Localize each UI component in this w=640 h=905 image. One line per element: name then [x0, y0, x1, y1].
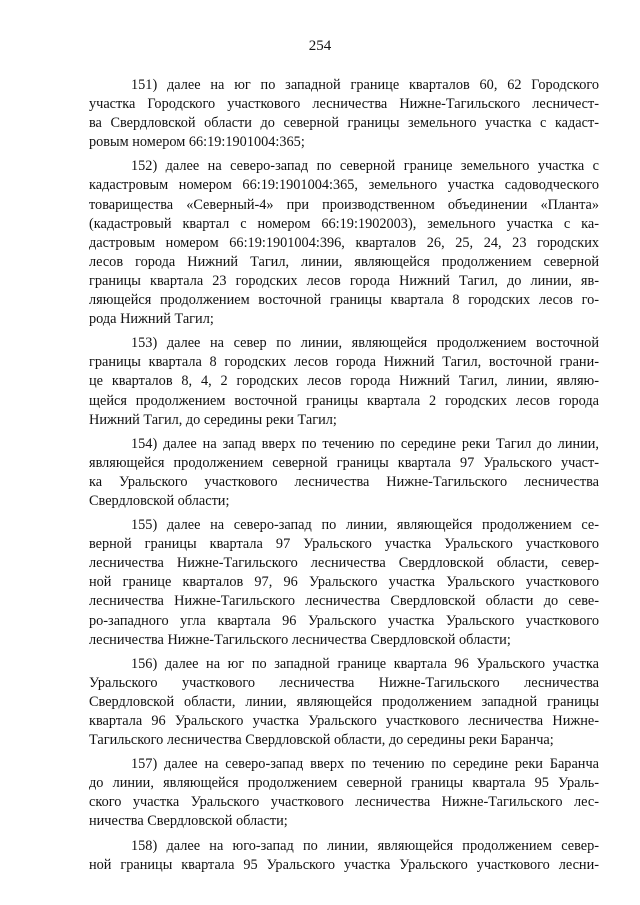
paragraph-line: товарищества «Северный-4» при производственном объединении «Планта»	[89, 196, 599, 213]
paragraph-line: (кадастровый квартал с номером 66:19:1902003), земельного участка с ка-	[89, 215, 599, 232]
paragraph-line: 158) далее на юго-запад по линии, являющейся продолжением север-	[131, 837, 599, 854]
paragraph-line: ского участка Уральского участкового лесничества Нижне-Тагильского лес-	[89, 794, 599, 811]
paragraph-line: ной границы квартала 95 Уральского участка Уральского участкового лесни-	[89, 856, 599, 873]
paragraph-line: 152) далее на северо-запад по северной границе земельного участка с	[131, 158, 599, 175]
paragraph-line: Тагильского лесничества Свердловской области, до середины реки Баранча;	[89, 732, 554, 749]
paragraph	[89, 516, 599, 650]
paragraph-line: Свердловской области;	[89, 492, 230, 509]
paragraph-line: 157) далее на северо-запад вверх по течению по середине реки Баранча	[131, 756, 599, 773]
paragraph-line: 151) далее на юг по западной границе кварталов 60, 62 Городского	[131, 77, 599, 93]
paragraph-line: до линии, являющейся продолжением северной границы квартала 95 Ураль-	[89, 775, 599, 792]
paragraph-line: 155) далее на северо-запад по линии, являющейся продолжением се-	[131, 517, 599, 534]
page-number: 254	[308, 38, 332, 54]
paragraph-line: Свердловской области, линии, являющейся продолжением западной границы	[89, 693, 599, 710]
paragraph-line: лесничества Нижне-Тагильского лесничества Свердловской области до севе-	[89, 593, 599, 610]
paragraph-line: це кварталов 8, 4, 2 городских лесов города Нижний Тагил, линии, являю-	[89, 373, 599, 390]
paragraph-line: ва Свердловской области до северной границы земельного участка с кадаст-	[89, 115, 599, 132]
paragraph-line: квартала 96 Уральского участка Уральского участкового лесничества Нижне-	[89, 713, 599, 729]
paragraph-line: 156) далее на юг по западной границе квартала 96 Уральского участка	[131, 655, 599, 672]
paragraph-line: 154) далее на запад вверх по течению по середине реки Тагил до линии,	[131, 435, 599, 452]
paragraph	[89, 334, 599, 429]
paragraph-line: верной границы квартала 97 Уральского участка Уральского участкового	[89, 536, 599, 553]
paragraph-line: границы квартала 8 городских лесов города Нижний Тагил, восточной грани-	[89, 354, 599, 371]
paragraph-line: ро-западного угла квартала 96 Уральского участка Уральского участкового	[89, 612, 599, 629]
paragraph-line: ка Уральского участкового лесничества Нижне-Тагильского лесничества	[89, 473, 599, 490]
document-body	[89, 76, 599, 880]
paragraph-line: дастровым номером 66:19:1901004:396, кварталов 26, 25, 24, 23 городских	[89, 234, 599, 251]
paragraph-line: ной границе кварталов 97, 96 Уральского участка Уральского участкового	[89, 574, 599, 591]
paragraph-line: ничества Свердловской области;	[89, 813, 288, 830]
paragraph-line: границы квартала 23 городских лесов города Нижний Тагил, до линии, яв-	[89, 272, 599, 289]
paragraph	[89, 755, 599, 831]
paragraph	[89, 435, 599, 511]
paragraph-line: лесничества Нижне-Тагильского лесничества Свердловской области, север-	[89, 555, 599, 572]
paragraph-line: Нижний Тагил, до середины реки Тагил;	[89, 411, 337, 428]
paragraph	[89, 157, 599, 329]
paragraph-line: ляющейся продолжением восточной границы квартала 8 городских лесов го-	[89, 292, 599, 309]
paragraph-line: лесов города Нижний Тагил, линии, являющейся продолжением северной	[89, 253, 599, 270]
paragraph-line: участка Городского участкового лесничества Нижне-Тагильского лесничест-	[89, 96, 599, 113]
paragraph-line: ровым номером 66:19:1901004:365;	[89, 134, 305, 151]
paragraph	[89, 837, 599, 875]
paragraph-line: кадастровым номером 66:19:1901004:365, земельного участка садоводческого	[89, 177, 599, 194]
paragraph-line: Уральского участкового лесничества Нижне-Тагильского лесничества	[89, 674, 599, 691]
paragraph	[89, 76, 599, 152]
paragraph-line: являющейся продолжением северной границы квартала 97 Уральского участ-	[89, 454, 599, 471]
paragraph-line: 153) далее на север по линии, являющейся продолжением восточной	[131, 335, 599, 352]
paragraph-line: щейся продолжением восточной границы квартала 2 городских лесов города	[89, 392, 599, 409]
paragraph-line: рода Нижний Тагил;	[89, 311, 214, 328]
paragraph-line: лесничества Нижне-Тагильского лесничества Свердловской области;	[89, 631, 511, 648]
paragraph	[89, 655, 599, 750]
